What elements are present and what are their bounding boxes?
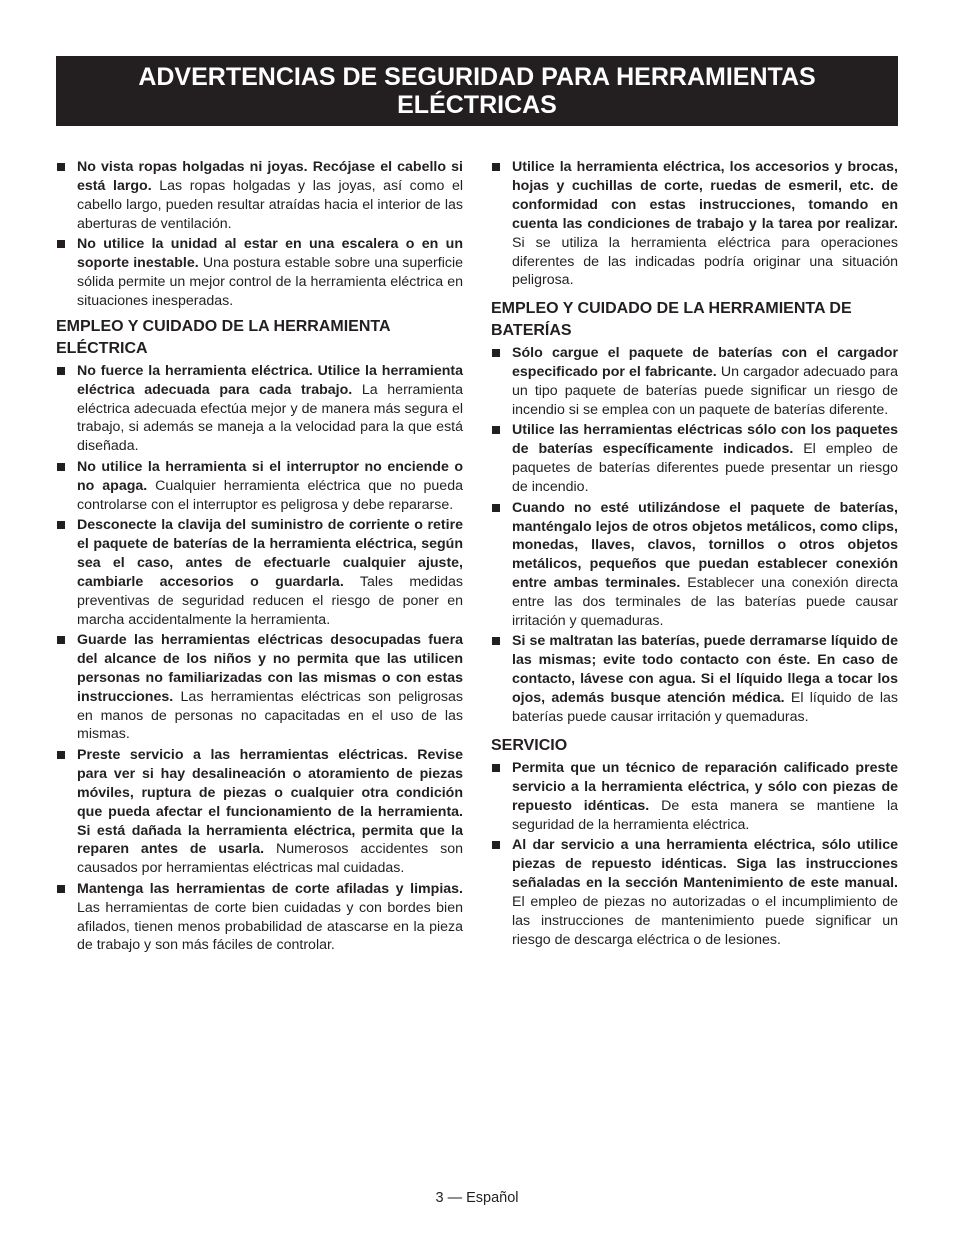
item-body-text: Las herramientas eléctricas son peligrosas en manos de personas no capacitadas en el uso de las mismas. xyxy=(77,688,463,743)
service-list xyxy=(491,759,898,950)
square-bullet-icon xyxy=(492,841,500,849)
item-bold-text: Utilice la herramienta eléctrica, los accesorios y brocas, hojas y cuchillas de corte, ruedas de esmeril, etc. de conformidad con estas instrucciones, tomando en cuenta las condiciones de trabajo y la tarea por realizar. xyxy=(512,159,898,232)
item-body-text: La herramienta eléctrica adecuada efectúa mejor y de manera más segura el trabajo, si además se maneja a la velocidad para la que está diseñada. xyxy=(77,381,463,455)
page-title-line-1: ADVERTENCIAS DE SEGURIDAD PARA HERRAMIENTAS xyxy=(138,63,816,91)
list-item xyxy=(56,362,463,457)
item-bold-text: No vista ropas holgadas ni joyas. Recójase el cabello si está largo. xyxy=(77,159,463,194)
item-bold-text: Desconecte la clavija del suministro de corriente o retire el paquete de baterías de la herramienta eléctrica, según sea el caso, antes de efectuarle cualquier ajuste, cambiarle accesorios o guardarla. xyxy=(77,517,463,590)
item-body-text: El líquido de las baterías puede causar irritación y quemaduras. xyxy=(512,690,898,726)
item-body-text: Las herramientas de corte bien cuidadas y con bordes bien afilados, tienen menos probabilidad de atascarse en la pieza de trabajo y son más fáciles de controlar. xyxy=(77,899,463,954)
list-item xyxy=(491,158,898,290)
item-body-text: El empleo de paquetes de baterías diferentes puede presentar un riesgo de incendio. xyxy=(512,441,898,496)
item-bold-text: Utilice las herramientas eléctricas sólo con los paquetes de baterías específicamente indicados. xyxy=(512,422,898,458)
list-item xyxy=(56,631,463,744)
item-body-text: Cualquier herramienta eléctrica que no pueda controlarse con el interruptor es peligrosa y debe repararse. xyxy=(77,477,463,513)
square-bullet-icon xyxy=(57,163,65,171)
list-item xyxy=(56,458,463,515)
list-item xyxy=(56,235,463,311)
item-bold-text: Permita que un técnico de reparación calificado preste servicio a la herramienta eléctrica, y sólo con piezas de repuesto idénticas. xyxy=(512,759,898,814)
list-item xyxy=(491,836,898,949)
item-bold-text: Cuando no esté utilizándose el paquete de baterías, manténgalo lejos de otros objetos metálicos, como clips, monedas, llaves, clavos, tornillos o otros objetos metálicos, pequeños que puedan establecer conexión entre ambas terminales. xyxy=(512,499,898,592)
section-heading-battery-tool: EMPLEO Y CUIDADO DE LA HERRAMIENTA DE BATERÍAS xyxy=(491,300,852,340)
item-bold-text: Al dar servicio a una herramienta eléctrica, sólo utilice piezas de repuesto idénticas. Siga las instrucciones señaladas en la sección Mantenimiento de este manual. xyxy=(512,837,898,891)
item-body-text: Un cargador adecuado para un tipo paquete de baterías puede significar un riesgo de incendio si se emplea con un paquete de baterías diferente. xyxy=(512,364,898,419)
intro-list-right xyxy=(491,158,898,290)
item-body-text: Numerosos accidentes son causados por herramientas eléctricas mal cuidadas. xyxy=(77,841,463,877)
item-bold-text: No utilice la herramienta si el interruptor no enciende o no apaga. xyxy=(77,458,463,494)
list-item xyxy=(491,759,898,835)
square-bullet-icon xyxy=(492,349,500,357)
item-body-text: De esta manera se mantiene la seguridad de la herramienta eléctrica. xyxy=(512,797,898,833)
tool-use-list xyxy=(56,362,463,956)
item-bold-text: Si se maltratan las baterías, puede derramarse líquido de las mismas; evite todo contacto con éste. En caso de contacto, lávese con agua. Si el líquido llega a tocar los ojos, además busque atención médica. xyxy=(512,633,898,707)
item-bold-text: Preste servicio a las herramientas eléctricas. Revise para ver si hay desalineación o atoramiento de piezas móviles, ruptura de piezas o cualquier otra condición que pueda afectar el funcionamiento de la herramienta. Si está dañada la herramienta eléctrica, permita que la reparen antes de usarla. xyxy=(77,746,463,858)
list-item xyxy=(491,344,898,420)
item-bold-text: Mantenga las herramientas de corte afiladas y limpias. xyxy=(77,880,463,897)
item-body-text: Una postura estable sobre una superficie sólida permite un mejor control de la herramienta eléctrica en situaciones inesperadas. xyxy=(77,255,463,309)
square-bullet-icon xyxy=(57,636,65,644)
section-heading-tool-use: EMPLEO Y CUIDADO DE LA HERRAMIENTA ELÉCTRICA xyxy=(56,317,390,357)
page-footer: 3 — Español xyxy=(435,1190,519,1206)
list-item xyxy=(56,880,463,956)
item-body-text: Si se utiliza la herramienta eléctrica para operaciones diferentes de las indicadas podría originar una situación peligrosa. xyxy=(512,234,898,289)
square-bullet-icon xyxy=(57,751,65,759)
item-body-text: Establecer una conexión directa entre las dos terminales de las baterías puede causar irritación y quemaduras. xyxy=(512,575,898,630)
item-body-text: Las ropas holgadas y las joyas, así como el cabello largo, pueden resultar atraídas hacia el interior de las aberturas de ventilación. xyxy=(77,177,463,232)
square-bullet-icon xyxy=(57,463,65,471)
intro-list-left xyxy=(56,158,463,311)
square-bullet-icon xyxy=(57,240,65,248)
list-item xyxy=(56,516,463,629)
battery-tool-list xyxy=(491,344,898,727)
square-bullet-icon xyxy=(57,885,65,893)
square-bullet-icon xyxy=(492,764,500,772)
square-bullet-icon xyxy=(492,426,500,434)
item-bold-text: Sólo cargue el paquete de baterías con el cargador especificado por el fabricante. xyxy=(512,345,898,381)
item-bold-text: No utilice la unidad al estar en una escalera o en un soporte inestable. xyxy=(77,236,463,272)
page-title-line-2: ELÉCTRICAS xyxy=(397,91,557,119)
right-column xyxy=(491,158,898,951)
item-bold-text: No fuerce la herramienta eléctrica. Utilice la herramienta eléctrica adecuada para cada trabajo. xyxy=(77,362,463,398)
item-body-text: El empleo de piezas no autorizadas o el incumplimiento de las instrucciones de mantenimiento puede significar un riesgo de descarga eléctrica o de lesiones. xyxy=(512,893,898,948)
square-bullet-icon xyxy=(492,504,500,512)
list-item xyxy=(491,499,898,631)
item-body-text: Tales medidas preventivas de seguridad reducen el riesgo de poner en marcha accidentalmente la herramienta. xyxy=(77,573,463,628)
list-item xyxy=(491,421,898,497)
section-heading-service: SERVICIO xyxy=(491,736,568,754)
page-title-banner xyxy=(56,56,898,126)
list-item xyxy=(56,158,463,234)
list-item xyxy=(56,746,463,878)
left-column xyxy=(56,158,463,957)
square-bullet-icon xyxy=(57,367,65,375)
item-bold-text: Guarde las herramientas eléctricas desocupadas fuera del alcance de los niños y no permita que las utilicen personas no familiarizadas con las mismas o con estas instrucciones. xyxy=(77,631,463,705)
square-bullet-icon xyxy=(57,521,65,529)
list-item xyxy=(491,632,898,727)
square-bullet-icon xyxy=(492,637,500,645)
square-bullet-icon xyxy=(492,163,500,171)
